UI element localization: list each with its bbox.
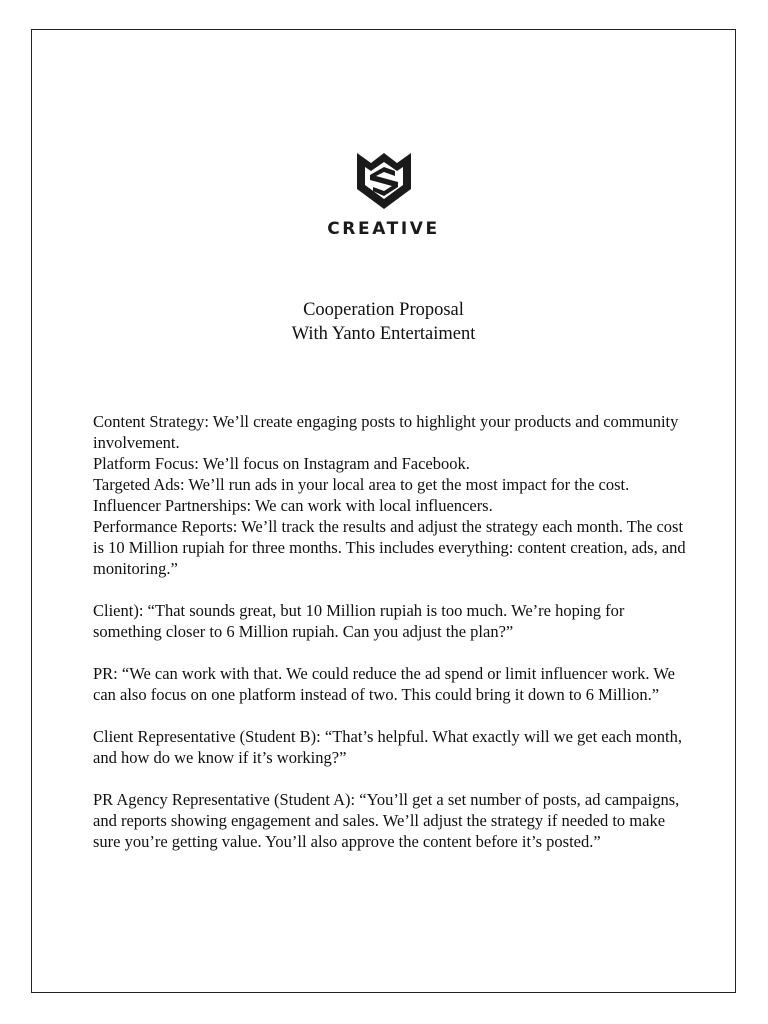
shield-s-icon (355, 149, 413, 211)
document-page (31, 29, 736, 993)
title-line-1: Cooperation Proposal (303, 300, 464, 320)
title-line-2: With Yanto Entertaiment (291, 324, 476, 344)
paragraph-influencer-partnerships: Influencer Partnerships: We can work with local influencers. (93, 496, 493, 515)
paragraph-targeted-ads: Targeted Ads: We’ll run ads in your local area to get the most impact for the cost. (93, 475, 630, 494)
document-body (93, 411, 693, 852)
paragraph-pr-response: PR: “We can work with that. We could reduce the ad spend or limit influencer work. We can also focus on one platform instead of two. This could bring it down to 6 Million.” (93, 664, 675, 704)
logo-wordmark: CREATIVE (327, 219, 440, 239)
paragraph-client-response: Client): “That sounds great, but 10 Million rupiah is too much. We’re hoping for something closer to 6 Million rupiah. Can you adjust the plan?” (93, 601, 625, 641)
paragraph-client-question: Client Representative (Student B): “That’s helpful. What exactly will we get each month, and how do we know if it’s working?” (93, 727, 682, 767)
paragraph-platform-focus: Platform Focus: We’ll focus on Instagram and Facebook. (93, 454, 470, 473)
paragraph-content-strategy: Content Strategy: We’ll create engaging posts to highlight your products and community involvement. (93, 412, 679, 452)
paragraph-performance-reports: Performance Reports: We’ll track the results and adjust the strategy each month. The cost is 10 Million rupiah for three months. This includes everything: content creation, ads, and monitoring.” (93, 517, 686, 578)
paragraph-pr-answer: PR Agency Representative (Student A): “You’ll get a set number of posts, ad campaigns, and reports showing engagement and sales. We’ll adjust the strategy if needed to make sure you’re getting value. You’ll also approve the content before it’s posted.” (93, 790, 680, 851)
document-title (32, 298, 735, 346)
company-logo (32, 149, 735, 239)
